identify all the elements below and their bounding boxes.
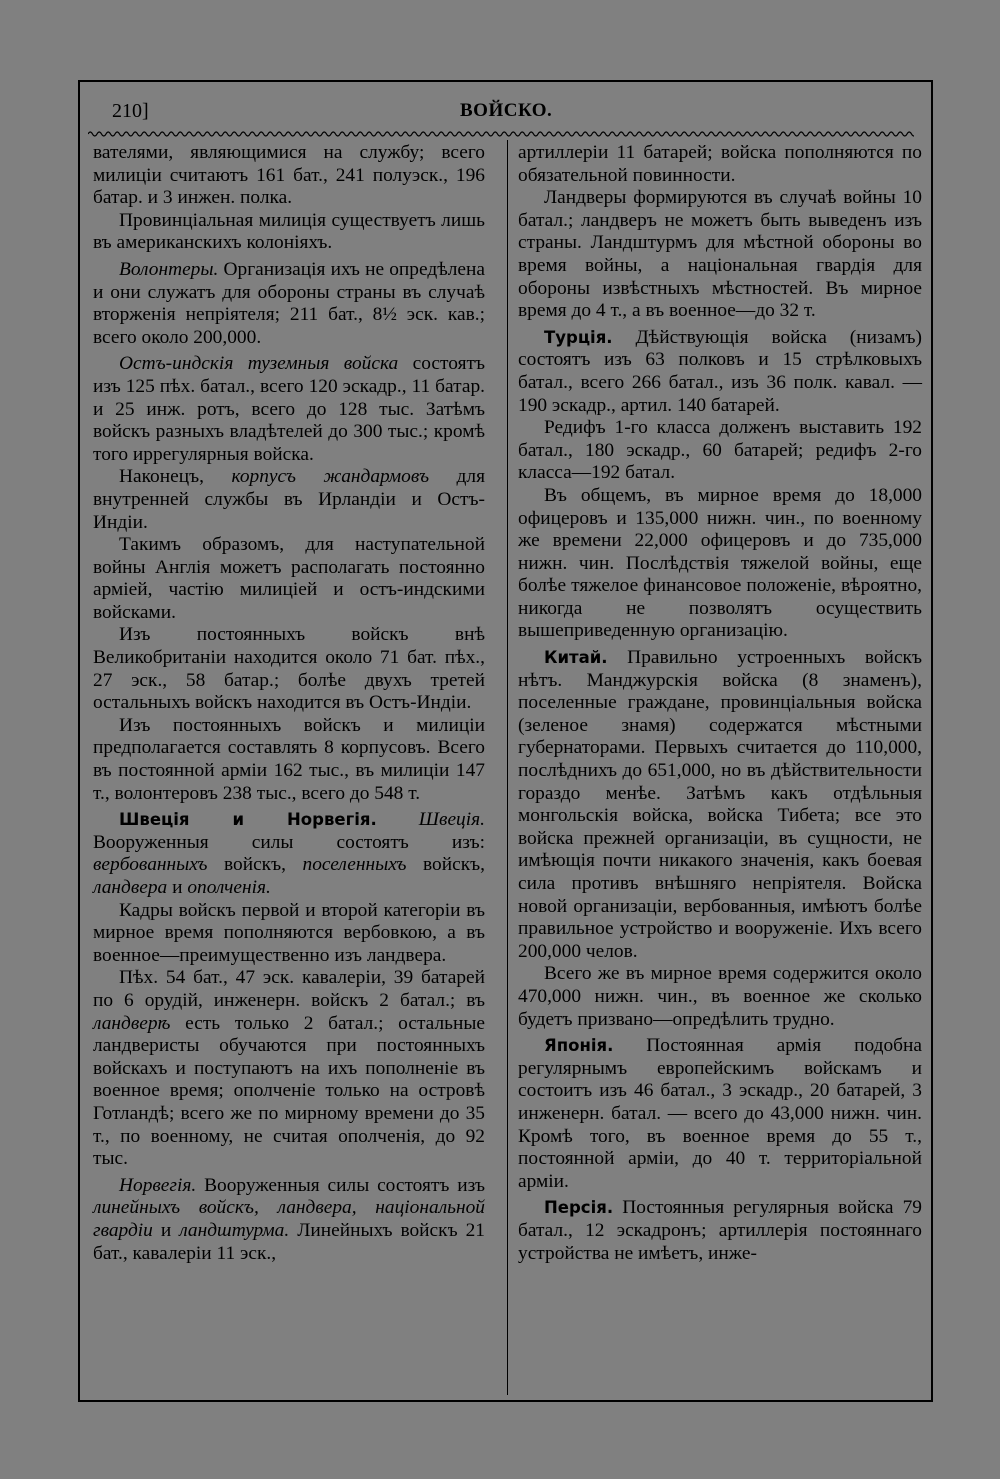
paragraph — [93, 210, 485, 255]
text-run: Вооруженныя силы состоятъ изъ — [196, 1174, 485, 1196]
text-run: для внутренней службы въ Ирландіи и Остъ-Индіи. — [93, 466, 486, 533]
paragraph — [93, 466, 485, 534]
text-run: Норвегія. — [119, 1174, 197, 1196]
paragraph — [93, 809, 485, 899]
text-run: ландштурма. — [179, 1219, 290, 1241]
text-run: войскъ, — [406, 854, 485, 876]
text-run: Правильно устроенныхъ войскъ нѣтъ. Манджурскія войска (8 знаменъ), поселенные граждане, провинціальныя войска (зеленое знамя) содержатся мѣстными губернаторами. Первыхъ считается до 110,000, послѣднихъ до 651,000, но въ дѣйствительности гораздо менѣе. Затѣмъ какъ отдѣльныя монгольскія войска, войска Тибета; все это войска прежней организаціи, въ сущности, не имѣющія почти никакого значенія, какъ боевая сила противъ внѣшняго непріятеля. Войска новой организаціи, вербованныя, имѣютъ болѣе правильное устройство и вооруженіе. Ихъ всего 200,000 челов. — [518, 647, 922, 962]
page-number: 210] — [112, 100, 149, 122]
text-run: Вооруженныя силы состоятъ изъ: — [93, 831, 485, 853]
paragraph — [518, 142, 922, 187]
text-run: Въ общемъ, въ мирное время до 18,000 офицеровъ и 135,000 нижн. чин., по военному же времени 22,000 офицеровъ и до 735,000 нижн. чин. Послѣдствія тяжелой войны, еще болѣе тяжелое финансовое положеніе, вѣроятно, никогда не позволятъ осуществить вышеприведенную организацію. — [518, 484, 922, 642]
text-run: Изъ постоянныхъ войскъ и милиціи предполагается составлять 8 корпусовъ. Всего въ постоянной арміи 162 тыс., въ милиціи 147 т., волонтеровъ 238 тыс., всего до 548 т. — [93, 714, 485, 804]
paragraph — [93, 534, 485, 624]
left-column — [93, 142, 485, 1265]
paragraph — [518, 327, 922, 417]
right-column — [518, 142, 922, 1265]
text-run: ландверѣ — [93, 1012, 171, 1034]
text-run: ландвера — [93, 877, 168, 898]
paragraph — [518, 1197, 922, 1265]
paragraph — [93, 259, 485, 349]
text-run: линейныхъ войскъ, ландвера, національной гвардіи — [93, 1197, 485, 1241]
text-run: войскъ, — [207, 854, 303, 876]
paragraph — [518, 1035, 922, 1193]
text-run: Ландверы формируются въ случаѣ войны 10 батал.; ландверъ не можетъ быть выведенъ изъ страны. Ландштурмъ для мѣстной обороны во время войны, а національная гвардія для обороны извѣстныхъ мѣстностей. Въ мирное время до 4 т., а въ военное—до 32 т. — [518, 187, 922, 322]
text-run: и — [167, 877, 188, 898]
text-run: Редифъ 1-го класса долженъ выставить 192 батал., 180 эскадр., 60 батарей; редифъ 2-го класса—192 батал. — [518, 417, 922, 484]
text-run: Кадры войскъ первой и второй категоріи въ мирное время пополняются вербовкою, а въ военное—преимущественно изъ ландвера. — [93, 899, 485, 966]
paragraph — [93, 1175, 485, 1265]
paragraph — [518, 485, 922, 643]
text-run: Всего же въ мирное время содержится около 470,000 нижн. чин., въ военное же сколько будетъ призвано—опредѣлить трудно. — [518, 963, 922, 1030]
text-run: артиллеріи 11 батарей; войска пополняются по обязательной повинности. — [518, 142, 922, 186]
paragraph — [93, 900, 485, 968]
text-run: ополченія. — [187, 877, 271, 898]
text-run: Такимъ образомъ, для наступательной войны Англія можетъ располагать постоянно арміей, частію милиціей и остъ-индскими войсками. — [93, 534, 485, 623]
text-run — [377, 809, 419, 830]
text-run: есть только 2 батал.; остальные ландверисты обучаются при постоянныхъ войскахъ и поступаютъ на ихъ пополненіе въ военное время; ополченіе только на островѣ Готландѣ; всего же по мирному времени до 35 т., по военному, не считая ополченія, до 92 тыс. — [93, 1012, 485, 1170]
text-run: Организація ихъ не опредѣлена и они служатъ для обороны страны въ случаѣ вторженія непріятеля; 211 бат., 8½ эск. кав.; всего около 200,000. — [93, 258, 485, 348]
text-run: Изъ постоянныхъ войскъ внѣ Великобританіи находится около 71 бат. пѣх., 27 эск., 58 батар.; болѣе двухъ третей остальныхъ войскъ находится въ Остъ-Индіи. — [93, 624, 485, 714]
paragraph — [518, 647, 922, 963]
text-run: Волонтеры. — [119, 258, 219, 280]
section-heading: Персія. — [544, 1198, 614, 1218]
paragraph — [93, 715, 485, 805]
text-run: Дѣйствующія войска (низамъ) состоятъ изъ 63 полковъ и 15 стрѣлковыхъ батал., всего 266 батал., изъ 36 полк. кавал. — 190 эскадр., артил. 140 батарей. — [518, 326, 922, 416]
paragraph — [93, 624, 485, 714]
text-run: Линейныхъ войскъ 21 бат., кавалеріи 11 эск., — [93, 1219, 485, 1264]
text-run: вателями, являющимися на службу; всего милиціи считаютъ 161 бат., 241 полуэск., 196 батар. и 3 инжен. полка. — [93, 142, 485, 209]
text-run: состоятъ изъ 125 пѣх. батал., всего 120 эскадр., 11 батар. и 25 инж. ротъ, всего до 128 тыс. Затѣмъ войскъ разныхъ владѣтелей до 300 тыс.; кромѣ того иррегулярныя войска. — [93, 353, 485, 465]
paragraph — [518, 963, 922, 1031]
paragraph — [518, 417, 922, 485]
paragraph — [93, 353, 485, 466]
text-run: и — [152, 1219, 180, 1241]
page-header — [112, 98, 917, 128]
text-run: поселенныхъ — [302, 854, 407, 876]
section-heading: Японія. — [544, 1036, 614, 1056]
text-run: Наконецъ, — [119, 466, 232, 488]
text-run: Провинціальная милиція существуетъ лишь въ американскихъ колоніяхъ. — [93, 209, 485, 254]
text-run: Остъ-индскія туземныя войска — [119, 353, 399, 375]
paragraph — [518, 187, 922, 323]
text-run: Швеція. — [418, 809, 485, 831]
text-run: Постоянныя регулярныя войска 79 батал., 12 эскадронъ; артиллерія постояннаго устройства не имѣетъ, инже- — [518, 1197, 922, 1264]
section-heading: Швеція и Норвегія. — [119, 810, 377, 830]
running-head-title: ВОЙСКО. — [460, 100, 553, 121]
paragraph — [93, 967, 485, 1170]
text-run: Постоянная армія подобна регулярнымъ европейскимъ войскамъ и состоитъ изъ 46 батал., 3 эскадр., 20 батарей, 3 инженерн. батал. — всего до 43,000 нижн. чин. Кромѣ того, въ военное время до 55 т., постоянной арміи, до 40 т. территоріальной арміи. — [518, 1035, 922, 1192]
column-divider — [507, 140, 508, 1395]
section-heading: Китай. — [544, 648, 608, 668]
text-run: вербованныхъ — [93, 854, 208, 876]
wavy-rule — [88, 128, 914, 140]
section-heading: Турція. — [544, 327, 613, 347]
text-run: корпусъ жандармовъ — [231, 466, 430, 488]
text-run: Пѣх. 54 бат., 47 эск. кавалеріи, 39 батарей по 6 орудій, инженерн. войскъ 2 батал.; въ — [93, 967, 485, 1011]
paragraph — [93, 142, 485, 210]
